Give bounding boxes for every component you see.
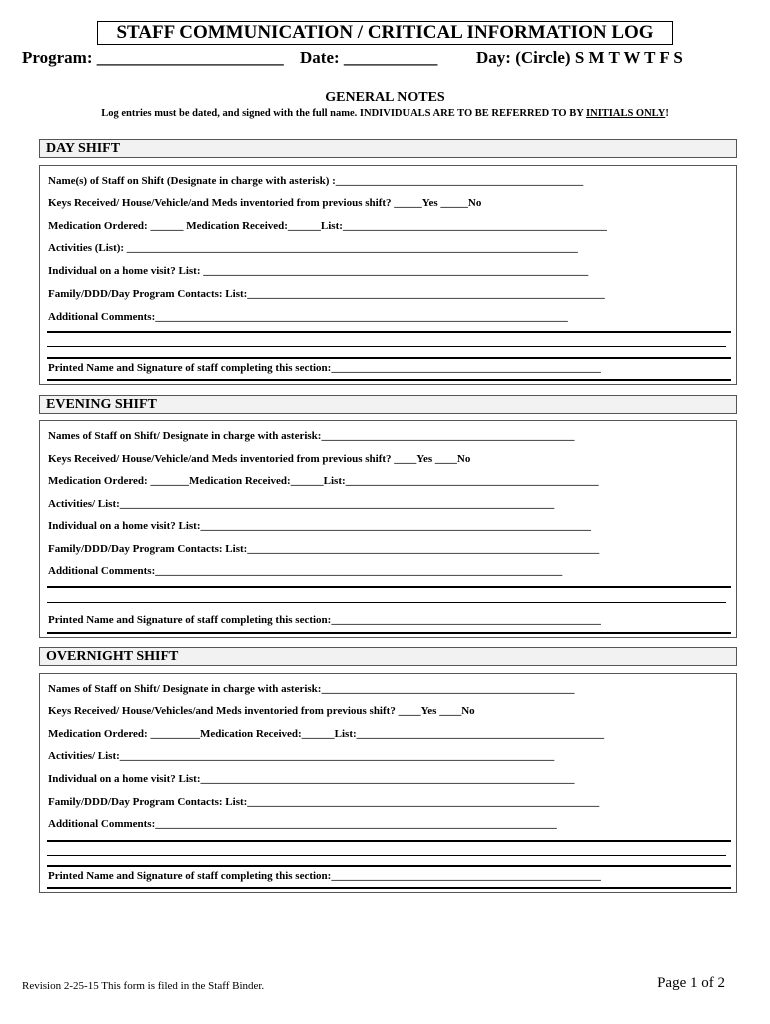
date-field[interactable]: Date: ___________ [300,48,438,67]
overnight-comment-line [47,840,731,842]
evening-shift-section [39,420,737,638]
general-notes-suffix: ! [665,108,669,119]
evening-staff-on-shift-field[interactable]: Names of Staff on Shift/ Designate in charge with asterisk:______________________________________________ [48,430,575,442]
initials-only-emphasis: INITIALS ONLY [586,108,666,119]
overnight-home-visit-field[interactable]: Individual on a home visit? List:____________________________________________________________________ [48,773,575,785]
overnight-comments-field[interactable]: Additional Comments:_________________________________________________________________________ [48,818,557,830]
day-comment-line [47,357,731,359]
form-title: STAFF COMMUNICATION / CRITICAL INFORMATION LOG [97,21,673,45]
overnight-medication-field[interactable]: Medication Ordered: _________Medication Received:______List:_____________________________________________ [48,728,605,740]
day-comment-line [47,331,731,333]
day-comments-field[interactable]: Additional Comments:___________________________________________________________________________ [48,311,568,323]
program-field[interactable]: Program: ______________________ [22,48,284,67]
day-shift-header: DAY SHIFT [39,139,737,158]
evening-activities-field[interactable]: Activities/ List:_______________________________________________________________________________ [48,498,555,510]
overnight-comment-line [47,865,731,867]
general-notes-text: Log entries must be dated, and signed with the full name. INDIVIDUALS ARE TO BE REFERRED TO BY [101,108,587,119]
day-activities-field[interactable]: Activities (List): __________________________________________________________________________________ [48,242,578,254]
day-shift-section [39,165,737,385]
day-signature-field[interactable]: Printed Name and Signature of staff completing this section:_________________________________________________ [48,362,601,374]
day-medication-field[interactable]: Medication Ordered: ______ Medication Received:______List:________________________________________________ [48,220,607,232]
day-comment-line [47,346,726,347]
overnight-contacts-field[interactable]: Family/DDD/Day Program Contacts: List:________________________________________________________________ [48,796,600,808]
day-contacts-field[interactable]: Family/DDD/Day Program Contacts: List:_________________________________________________________________ [48,288,605,300]
evening-comment-line [47,602,726,603]
overnight-shift-section [39,673,737,893]
day-signature-line [47,379,731,381]
evening-shift-header: EVENING SHIFT [39,395,737,414]
evening-comments-field[interactable]: Additional Comments:__________________________________________________________________________ [48,565,563,577]
overnight-activities-field[interactable]: Activities/ List:_______________________________________________________________________________ [48,750,555,762]
overnight-signature-line [47,887,731,889]
day-home-visit-field[interactable]: Individual on a home visit? List: ______________________________________________________________________ [48,265,589,277]
evening-signature-line [47,632,731,634]
day-staff-on-shift-field[interactable]: Name(s) of Staff on Shift (Designate in charge with asterisk) :_____________________________________________ [48,175,584,187]
evening-contacts-field[interactable]: Family/DDD/Day Program Contacts: List:________________________________________________________________ [48,543,600,555]
evening-home-visit-field[interactable]: Individual on a home visit? List:_______________________________________________________________________ [48,520,592,532]
evening-signature-field[interactable]: Printed Name and Signature of staff completing this section:_________________________________________________ [48,614,601,626]
general-notes-instructions [0,108,770,119]
evening-keys-received-field[interactable]: Keys Received/ House/Vehicle/and Meds inventoried from previous shift? ____Yes ____No [48,453,471,465]
page-number: Page 1 of 2 [657,975,725,991]
revision-note: Revision 2-25-15 This form is filed in the Staff Binder. [22,980,265,992]
overnight-keys-received-field[interactable]: Keys Received/ House/Vehicles/and Meds inventoried from previous shift? ____Yes ____No [48,705,475,717]
overnight-shift-header: OVERNIGHT SHIFT [39,647,737,666]
overnight-comment-line [47,855,726,856]
overnight-staff-on-shift-field[interactable]: Names of Staff on Shift/ Designate in charge with asterisk:______________________________________________ [48,683,575,695]
evening-comment-line [47,586,731,588]
day-keys-received-field[interactable]: Keys Received/ House/Vehicle/and Meds inventoried from previous shift? _____Yes _____No [48,197,482,209]
day-circle-field[interactable]: Day: (Circle) S M T W T F S [476,48,683,67]
evening-medication-field[interactable]: Medication Ordered: _______Medication Received:______List:______________________________________________ [48,475,599,487]
overnight-signature-field[interactable]: Printed Name and Signature of staff completing this section:_________________________________________________ [48,870,601,882]
general-notes-title: GENERAL NOTES [325,90,445,105]
